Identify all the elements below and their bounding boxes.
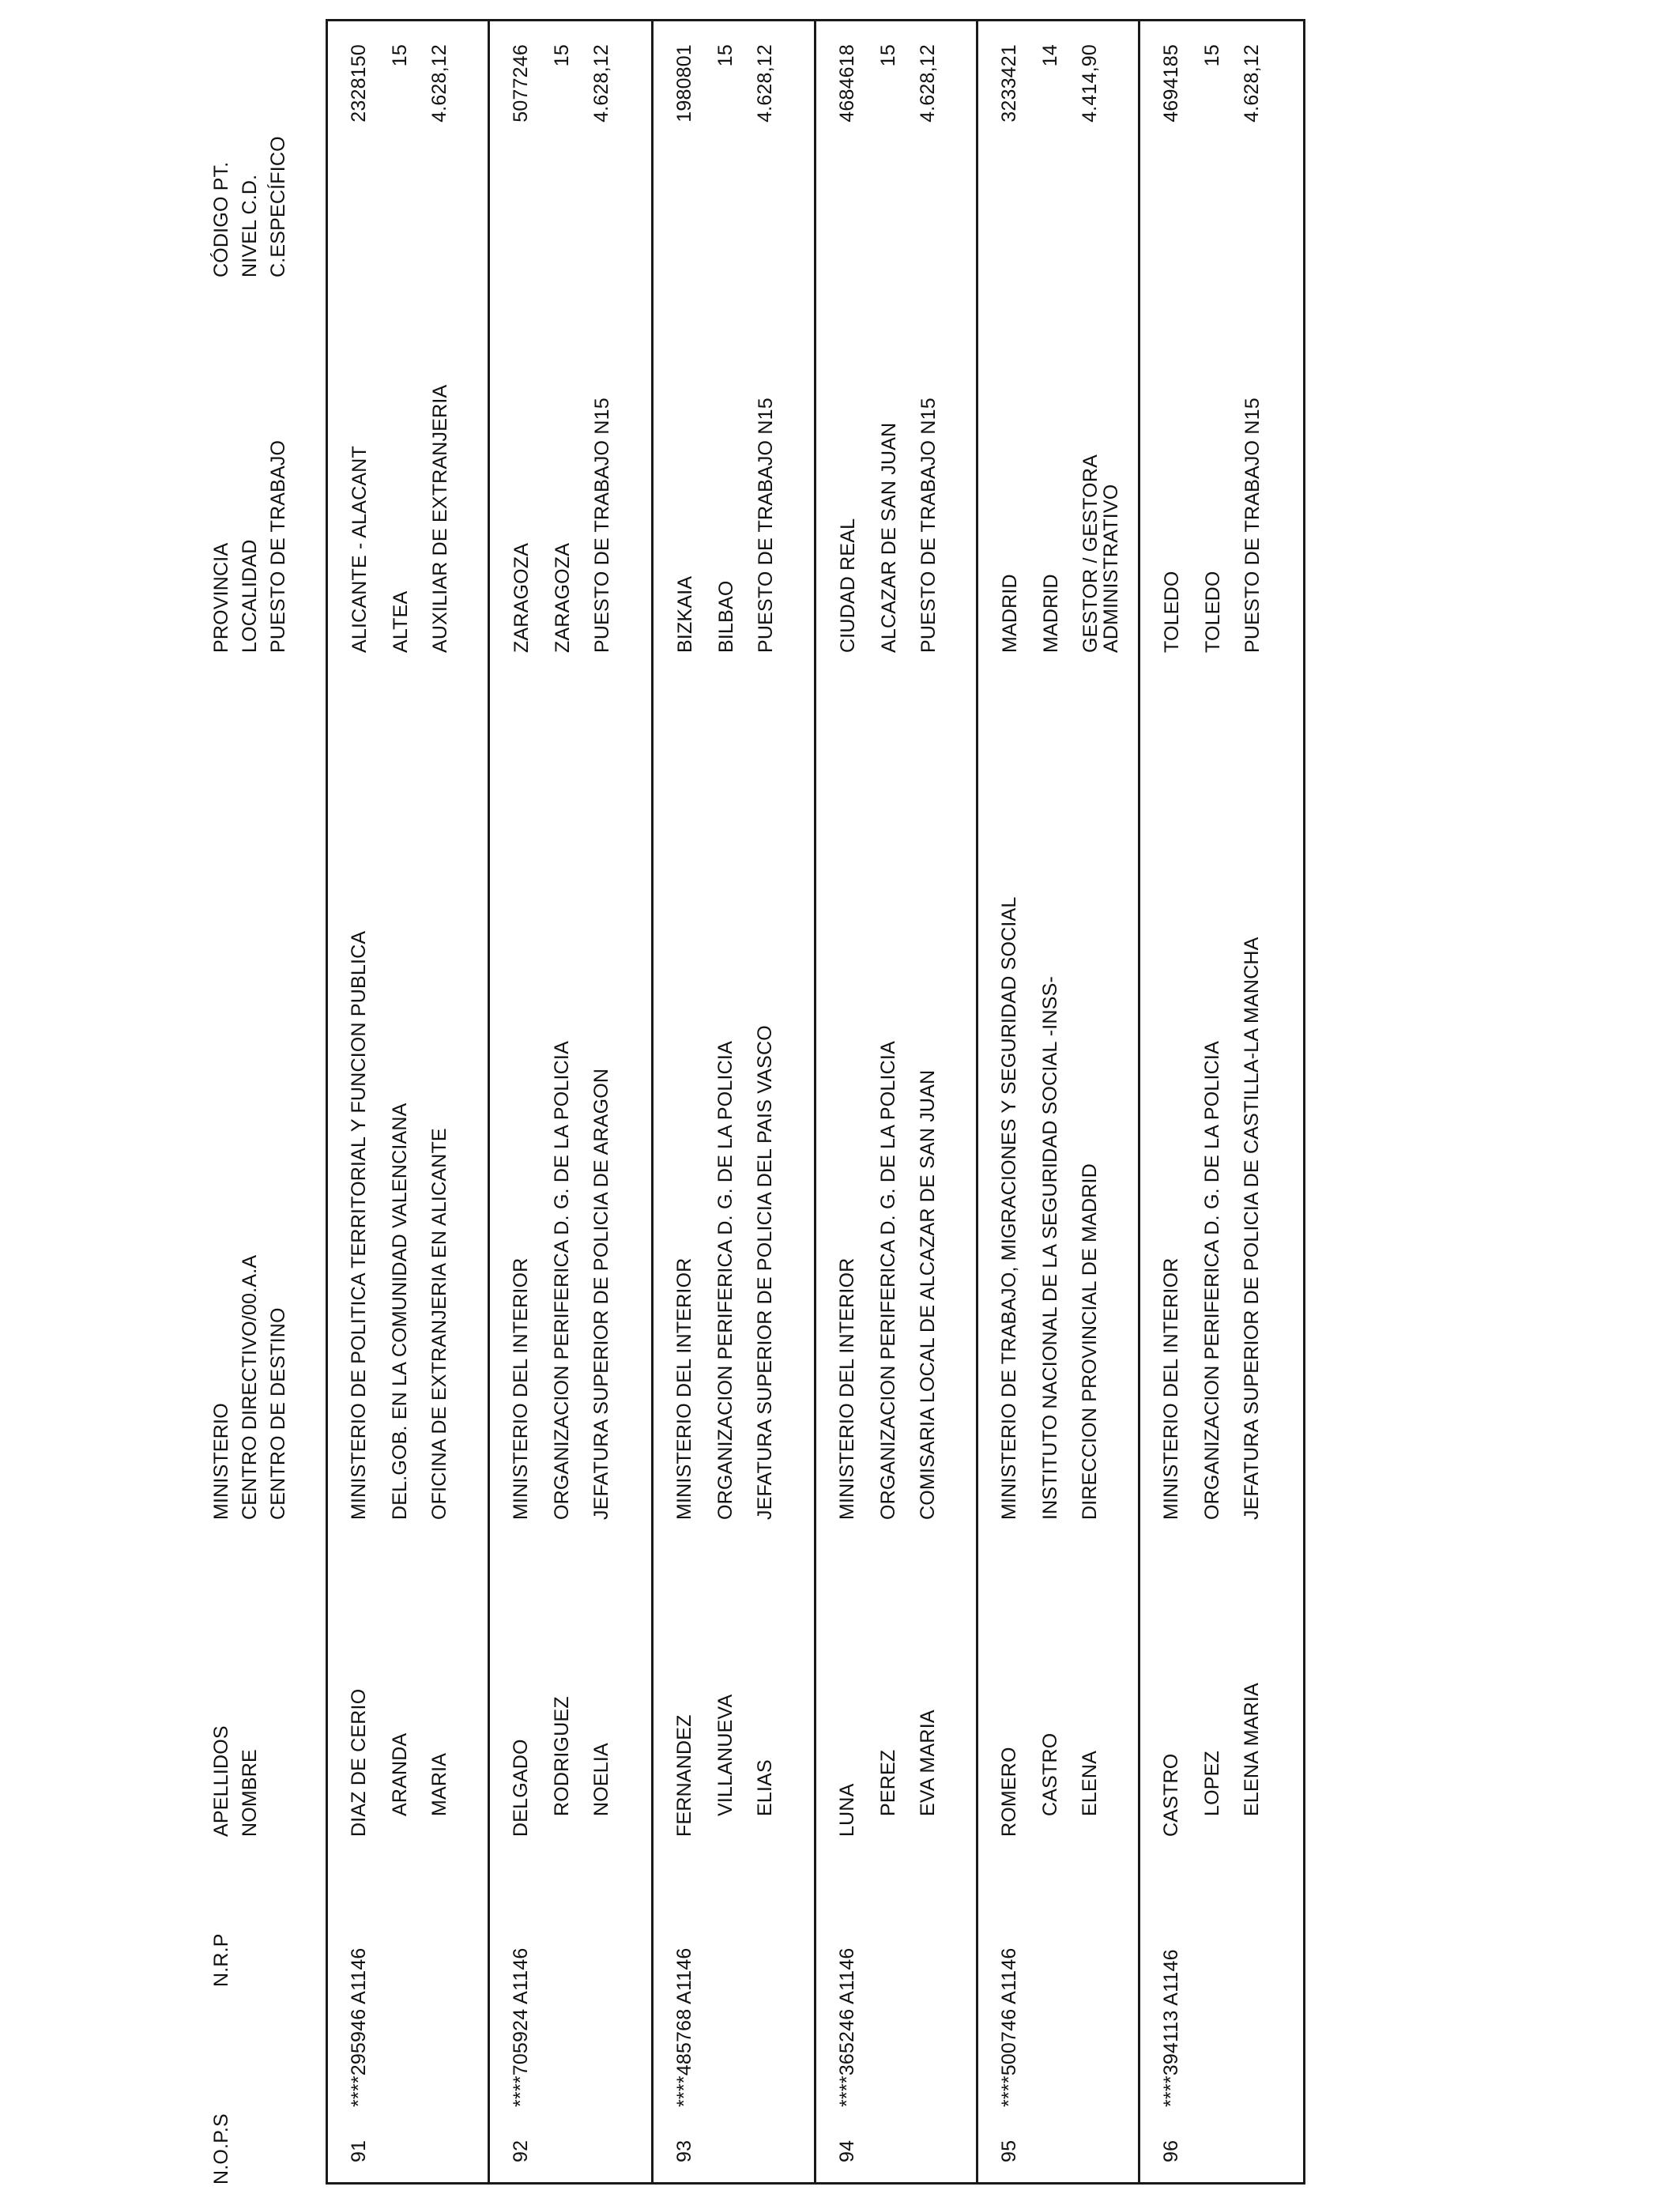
record-nivel: 15 [714, 44, 736, 67]
record-puesto: PUESTO DE TRABAJO N15 [755, 398, 777, 653]
record-puesto: PUESTO DE TRABAJO N15 [917, 398, 940, 653]
record-nrp: ****295946 A1146 [348, 1947, 370, 2107]
record-ministerio: MINISTERIO DEL INTERIOR [673, 1257, 695, 1520]
record-codigo: 5077246 [510, 44, 532, 123]
record-nivel: 15 [551, 44, 573, 67]
record-especifico: 4.628,12 [590, 44, 612, 123]
record-codigo: 4694185 [1160, 44, 1182, 123]
record-apellido1: LUNA [836, 1783, 858, 1837]
record-apellido1: ROMERO [998, 1747, 1020, 1837]
record-puesto: PUESTO DE TRABAJO N15 [1241, 398, 1264, 653]
record-localidad: ALCAZAR DE SAN JUAN [878, 422, 900, 653]
record-nombre: EVA MARIA [917, 1710, 939, 1816]
record-provincia: TOLEDO [1161, 571, 1183, 653]
record-nops: 93 [673, 2139, 695, 2162]
record-especifico: 4.414,90 [1079, 44, 1101, 123]
record-nrp: ****705924 A1146 [510, 1947, 532, 2107]
record-nops: 96 [1160, 2139, 1182, 2162]
header-ministerio-centros: MINISTERIO CENTRO DIRECTIVO/00.A.A CENTRO DE DESTINO [210, 1254, 289, 1520]
record-ministerio: MINISTERIO DE TRABAJO, MIGRACIONES Y SEGURIDAD SOCIAL [998, 896, 1020, 1520]
record-apellido1: DELGADO [510, 1739, 532, 1837]
record-apellido2: PEREZ [877, 1749, 899, 1816]
record-centro-destino: JEFATURA SUPERIOR DE POLICIA DE CASTILLA-LA MANCHA [1241, 937, 1263, 1520]
record-provincia: BIZKAIA [674, 575, 696, 653]
record-centro-destino: COMISARIA LOCAL DE ALCAZAR DE SAN JUAN [917, 1069, 939, 1520]
record-especifico: 4.628,12 [1241, 44, 1263, 123]
record-separator [976, 19, 978, 2185]
record-apellido2: ARANDA [389, 1732, 411, 1816]
record-centro-directivo: DEL.GOB. EN LA COMUNIDAD VALENCIANA [389, 1103, 411, 1520]
record-localidad: TOLEDO [1202, 571, 1224, 653]
record-nombre: NOELIA [590, 1743, 612, 1816]
record-nivel: 14 [1039, 44, 1061, 67]
record-centro-destino: JEFATURA SUPERIOR DE POLICIA DE ARAGON [590, 1068, 612, 1520]
record-apellido2: RODRIGUEZ [551, 1696, 573, 1816]
record-centro-directivo: ORGANIZACION PERIFERICA D. G. DE LA POLICIA [714, 1041, 736, 1520]
record-nivel: 15 [877, 44, 899, 67]
record-nops: 91 [348, 2139, 370, 2162]
record-nrp: ****485768 A1146 [673, 1947, 695, 2107]
header-nops: N.O.P.S [210, 2113, 232, 2185]
record-nops: 95 [998, 2139, 1020, 2162]
record-separator [814, 19, 816, 2185]
record-separator [1138, 19, 1140, 2185]
record-centro-destino: OFICINA DE EXTRANJERIA EN ALICANTE [428, 1128, 450, 1520]
record-ministerio: MINISTERIO DEL INTERIOR [510, 1257, 532, 1520]
record-localidad: ALTEA [390, 590, 412, 653]
record-centro-destino: DIRECCION PROVINCIAL DE MADRID [1079, 1163, 1101, 1520]
record-apellido1: DIAZ DE CERIO [348, 1688, 370, 1837]
record-apellido2: LOPEZ [1201, 1751, 1223, 1816]
record-nivel: 15 [389, 44, 411, 67]
header-provincia-localidad-puesto: PROVINCIA LOCALIDAD PUESTO DE TRABAJO [210, 439, 289, 653]
header-codigo-nivel-especifico: CÓDIGO PT. NIVEL C.D. C.ESPECÍFICO [210, 136, 289, 277]
record-especifico: 4.628,12 [428, 44, 450, 123]
record-centro-directivo: ORGANIZACION PERIFERICA D. G. DE LA POLICIA [877, 1041, 899, 1520]
record-provincia: ALICANTE - ALACANT [348, 446, 371, 653]
record-apellido1: FERNANDEZ [673, 1714, 695, 1837]
record-centro-directivo: INSTITUTO NACIONAL DE LA SEGURIDAD SOCIAL -INSS- [1039, 976, 1061, 1520]
record-localidad: MADRID [1040, 574, 1062, 653]
record-nombre: ELENA [1079, 1751, 1101, 1816]
record-nrp: ****365246 A1146 [836, 1947, 858, 2107]
record-especifico: 4.628,12 [917, 44, 939, 123]
record-codigo: 3233421 [998, 44, 1020, 123]
record-nrp: ****394113 A1146 [1160, 1949, 1182, 2107]
record-apellido2: CASTRO [1039, 1732, 1061, 1816]
record-puesto: PUESTO DE TRABAJO N15 [591, 398, 613, 653]
record-codigo: 4684618 [836, 44, 858, 123]
record-separator [651, 19, 654, 2185]
record-codigo: 2328150 [348, 44, 370, 123]
record-provincia: ZARAGOZA [510, 542, 533, 653]
record-centro-destino: JEFATURA SUPERIOR DE POLICIA DEL PAIS VASCO [754, 1025, 776, 1520]
record-nivel: 15 [1201, 44, 1223, 67]
record-centro-directivo: ORGANIZACION PERIFERICA D. G. DE LA POLICIA [1201, 1041, 1223, 1520]
record-localidad: BILBAO [715, 580, 737, 653]
record-nops: 94 [836, 2139, 858, 2162]
header-nrp: N.R.P [210, 1933, 232, 1987]
record-apellido1: CASTRO [1160, 1753, 1182, 1837]
record-especifico: 4.628,12 [754, 44, 776, 123]
record-nombre: ELENA MARIA [1241, 1683, 1263, 1816]
record-puesto: GESTOR / GESTORA ADMINISTRATIVO [1079, 454, 1122, 653]
record-nops: 92 [510, 2139, 532, 2162]
record-codigo: 1980801 [673, 44, 695, 123]
record-ministerio: MINISTERIO DEL INTERIOR [836, 1257, 858, 1520]
record-apellido2: VILLANUEVA [714, 1694, 736, 1816]
record-provincia: CIUDAD REAL [837, 518, 859, 653]
record-ministerio: MINISTERIO DE POLITICA TERRITORIAL Y FUNCION PUBLICA [348, 930, 370, 1520]
record-provincia: MADRID [999, 574, 1021, 653]
record-localidad: ZARAGOZA [552, 542, 574, 653]
header-apellidos-nombre: APELLIDOS NOMBRE [210, 1725, 261, 1837]
record-ministerio: MINISTERIO DEL INTERIOR [1160, 1257, 1182, 1520]
record-nrp: ****500746 A1146 [998, 1947, 1020, 2107]
record-nombre: ELIAS [754, 1759, 776, 1816]
record-separator [488, 19, 490, 2185]
record-centro-directivo: ORGANIZACION PERIFERICA D. G. DE LA POLICIA [551, 1041, 573, 1520]
record-nombre: MARIA [428, 1752, 450, 1816]
record-puesto: AUXILIAR DE EXTRANJERIA [429, 384, 451, 653]
